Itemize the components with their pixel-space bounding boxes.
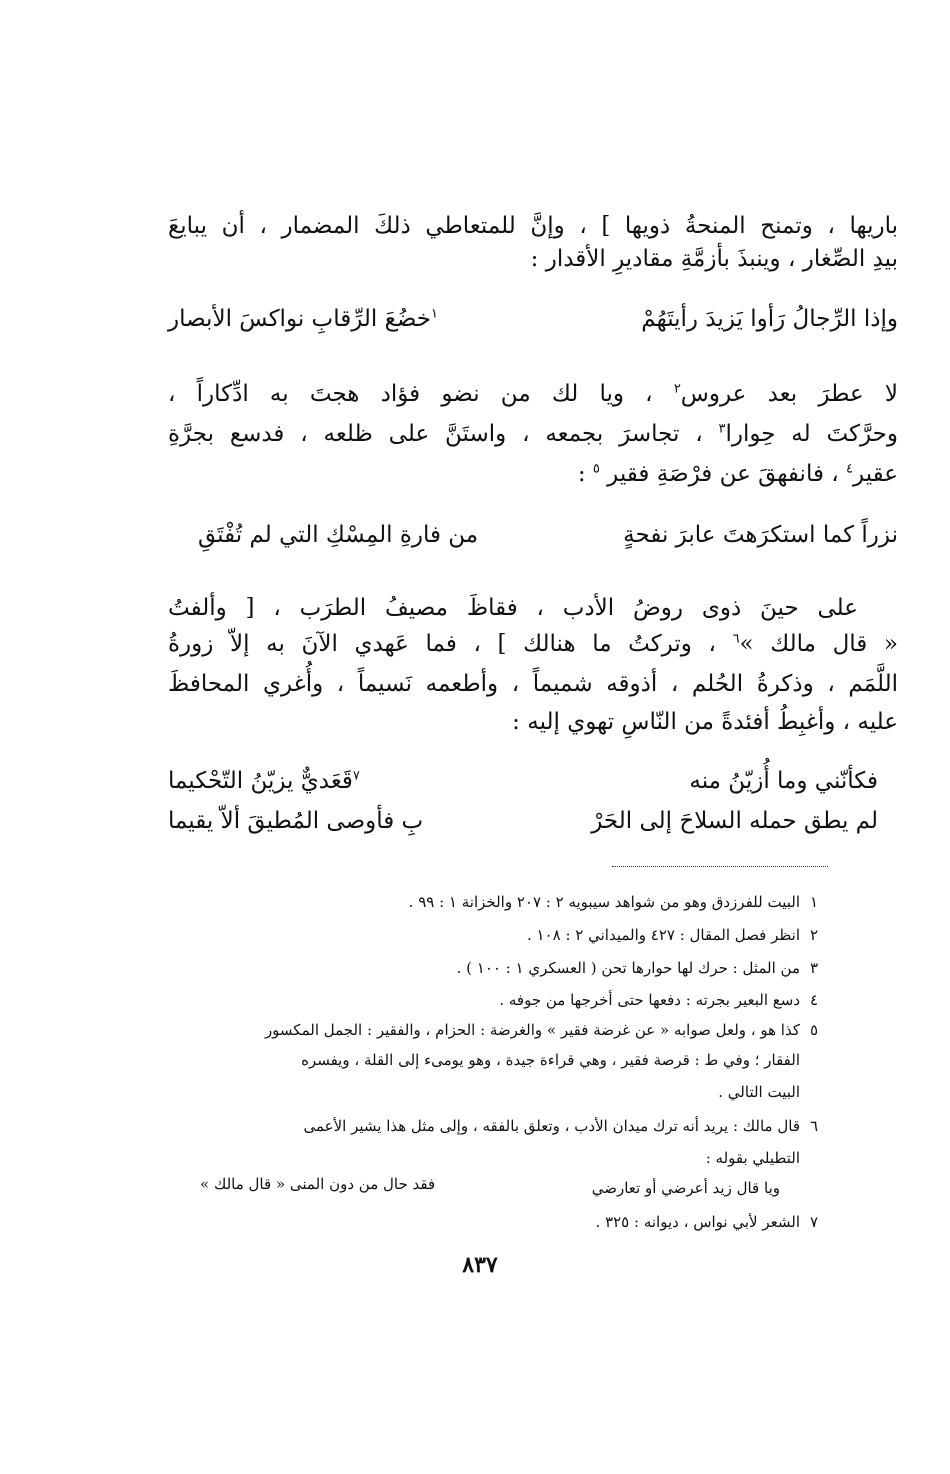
body-text: ، تجاسرَ بجمعه ، واستَنَّ على ظلعه ، فدسع بجرَّةِ: [168, 421, 719, 447]
footnote: [595, 1212, 818, 1232]
footnote: [264, 1020, 818, 1040]
verse-hemistich-text: قَعَديٌّ يزيّنُ التّحْكيما: [168, 768, 353, 794]
footnote-continuation: البيت التالي .: [718, 1083, 800, 1101]
footnote: [526, 925, 818, 945]
verse-hemistich-left: بِ فأوصى المُطيقَ ألاّ يقيما: [168, 808, 424, 834]
footnote-text: انظر فصل المقال : ٤٢٧ والميداني ٢ : ١٠٨ .: [526, 926, 800, 944]
footnote-verse-right: ويا قال زيد أعرضي أو تعارضي: [591, 1179, 780, 1197]
verse-hemistich-right: لم يطق حمله السلاحَ إلى الحَرْ: [591, 808, 878, 834]
footnote-number: ٦: [809, 1117, 818, 1135]
body-text: ، وتركتُ ما هنالك ] ، فما عَهدي الآنَ به إلاّ زورةُ: [168, 631, 733, 657]
footnote: [303, 1116, 818, 1136]
footnote-marker: ٦: [732, 631, 740, 647]
page-number: ٨٣٧: [462, 1252, 498, 1278]
footnote-text: البيت للفرزدق وهو من شواهد سيبويه ٢ : ٢٠٧ والخزانة ١ : ٩٩ .: [408, 893, 800, 911]
body-line: بيدِ الصِّغار ، وينبذَ بأزمَّةِ مقاديرِ الأقدار :: [530, 246, 898, 272]
body-line: على حينَ ذوى روضُ الأدب ، فقاظَ مصيفُ الطرَب ، [ وألفتُ: [168, 595, 858, 621]
footnote: [499, 990, 818, 1010]
verse-hemistich-text: خضُعَ الرِّقابِ نواكسَ الأبصار: [168, 306, 431, 332]
body-text: وحرَّكتَ له حِوارا: [725, 421, 898, 447]
footnote: [456, 958, 818, 978]
body-line: عليه ، وأغبِطُ أفئدةً من النّاسِ تهوي إليه :: [512, 709, 898, 735]
footnote-text: دسع البعير بجرته : دفعها حتى أخرجها من جوفه .: [499, 991, 800, 1009]
footnote-continuation: التطيلي بقوله :: [705, 1149, 800, 1167]
footnote-marker: ٥: [592, 461, 600, 477]
footnote: [408, 892, 818, 912]
body-text: عقير: [853, 461, 898, 487]
body-text: ، فانفهقَ عن فرْصَةِ فقير: [599, 461, 847, 487]
body-text: « قال مالك »: [739, 631, 898, 657]
footnote-number: ٥: [809, 1021, 818, 1039]
footnote-number: ١: [809, 893, 818, 911]
footnote-number: ٢: [809, 926, 818, 944]
footnote-marker: ٧: [352, 768, 360, 784]
body-text: :: [577, 461, 593, 487]
footnote-number: ٣: [809, 959, 818, 977]
footnote-text: كذا هو ، ولعل صوابه « عن غرضة فقير » والغرضة : الحزام ، والفقير : الجمل المكسور: [264, 1021, 800, 1039]
footnote-marker: ٢: [673, 381, 681, 397]
verse-hemistich-left: [168, 304, 438, 334]
footnote-number: ٤: [809, 991, 818, 1009]
body-line: [168, 630, 898, 659]
footnote-continuation: الفقار ؛ وفي ط : قرصة فقير ، وهي قراءة جيدة ، وهو يومىء إلى القلة ، ويفسره: [301, 1051, 800, 1069]
verse-hemistich-right: نزراً كما استكرَهتَ عابرَ نفحةٍ: [623, 522, 898, 548]
verse-hemistich-left: [168, 766, 360, 796]
footnote-separator: [612, 866, 828, 867]
body-line: اللَّمَم ، وذكرةُ الحُلم ، أذوقه شميماً ، وأطعمه نَسيماً ، وأُغري المحافظَ: [168, 671, 898, 697]
verse-hemistich-left: من فارةِ المِسْكِ التي لم تُفْتَقِ: [198, 522, 479, 548]
footnote-text: الشعر لأبي نواس ، ديوانه : ٣٢٥ .: [595, 1213, 800, 1231]
body-line: [168, 420, 898, 449]
footnote-marker: ٣: [718, 421, 726, 437]
footnote-marker: ١: [431, 306, 438, 322]
footnote-text: من المثل : حرك لها حوارها تحن ( العسكري ١ : ١٠٠ ) .: [456, 959, 800, 977]
footnote-number: ٧: [809, 1213, 818, 1231]
footnote-marker: ٤: [846, 461, 853, 477]
verse-hemistich-right: وإذا الرِّجالُ رَأوا يَزيدَ رأيتَهُمْ: [641, 306, 898, 332]
body-line: [168, 380, 898, 409]
body-text: لا عطرَ بعد عروس: [680, 381, 898, 407]
body-line: [168, 460, 898, 489]
body-line: باريها ، وتمنح المنحةُ ذويها ] ، وإنَّ للمتعاطي ذلكَ المضمار ، أن يبايعَ: [168, 213, 898, 239]
footnote-text: قال مالك : يريد أنه ترك ميدان الأدب ، وتعلق بالفقه ، وإلى مثل هذا يشير الأعمى: [303, 1117, 800, 1135]
footnote-verse-left: فقد حال من دون المنى « قال مالك »: [200, 1175, 436, 1193]
verse-hemistich-right: فكأنّني وما أُزيّنُ منه: [689, 768, 878, 794]
body-text: ، ويا لك من نضو فؤاد هجتَ به ادِّكاراً ،: [168, 381, 674, 407]
